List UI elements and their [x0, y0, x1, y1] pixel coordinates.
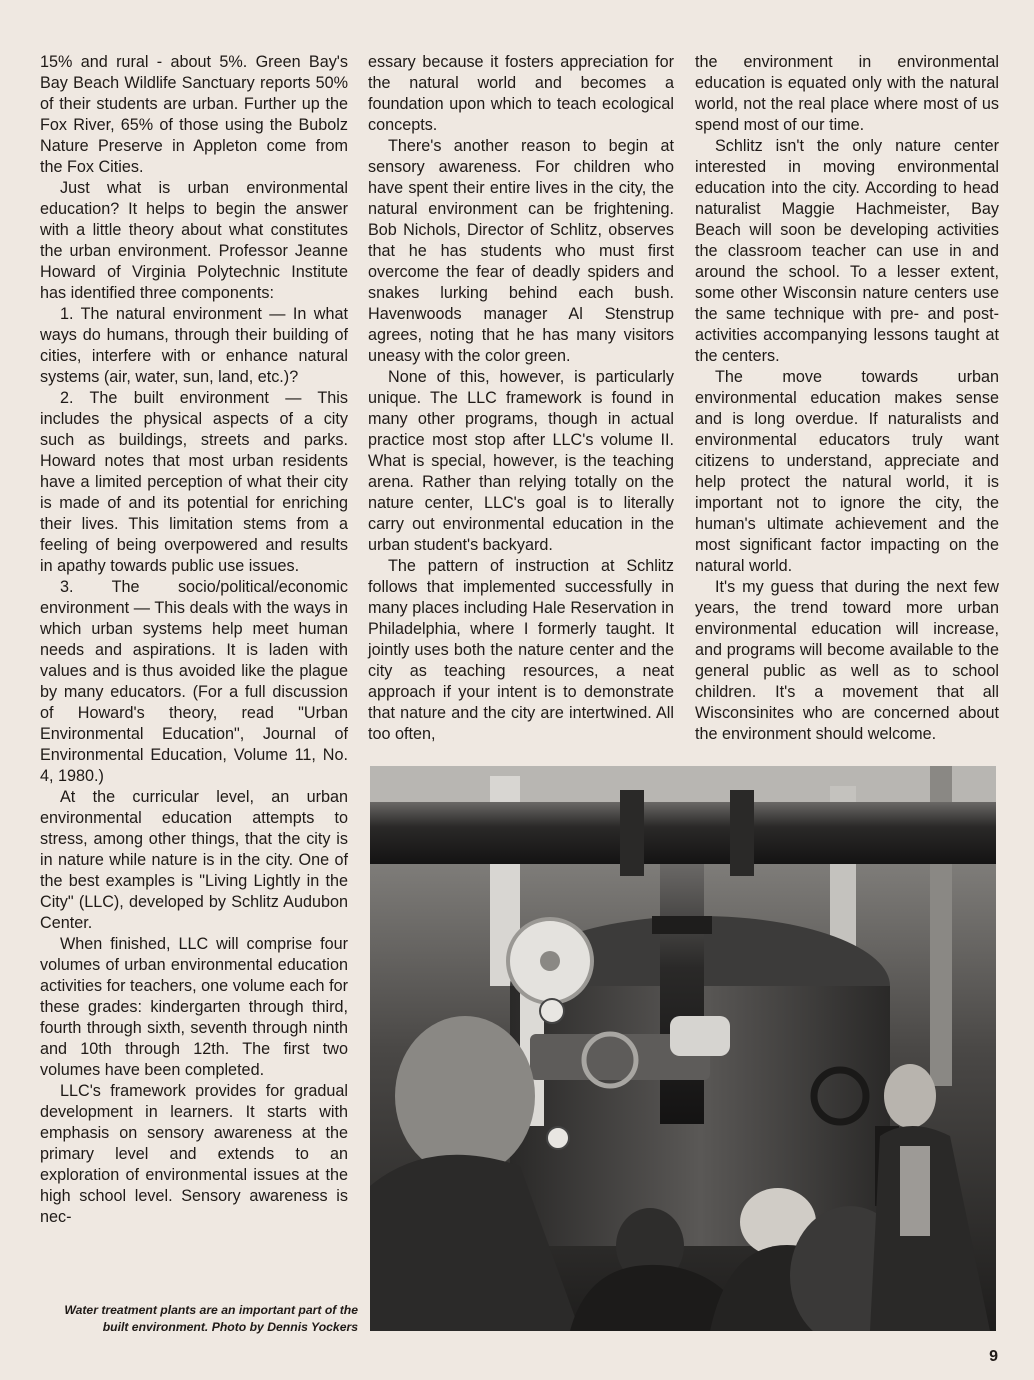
- article-column-1: [40, 52, 348, 1228]
- water-treatment-photo: [370, 766, 996, 1331]
- paragraph: At the curricular level, an urban environmental education attempts to stress, among other things, that the city is in nature while nature is in the city. One of the best examples is "Living Lightly in the City" (LLC), developed by Schlitz Audubon Center.: [40, 788, 348, 932]
- paragraph: Schlitz isn't the only nature center interested in moving environmental education into the city. According to head naturalist Maggie Hachmeister, Bay Beach will soon be developing activities the classroom teacher can use in and around the school. To a lesser extent, some other Wisconsin nature centers use the same technique with pre- and post-activities accompanying lessons taught at the centers.: [695, 137, 999, 365]
- paragraph: None of this, however, is particularly unique. The LLC framework is found in many other programs, though in actual practice most stop after LLC's volume II. What is special, however, is the teaching arena. Rather than relying totally on the nature center, LLC's goal is to literally carry out environmental education in the urban student's backyard.: [368, 368, 674, 554]
- page-number: 9: [989, 1348, 998, 1365]
- paragraph: 1. The natural environment — In what ways do humans, through their building of cities, interfere with or enhance natural systems (air, water, sun, land, etc.)?: [40, 305, 348, 386]
- paragraph: When finished, LLC will comprise four volumes of urban environmental education activities for teachers, one volume each for these grades: kindergarten through third, fourth through sixth, seventh through ninth and 10th through 12th. The first two volumes have been completed.: [40, 935, 348, 1079]
- paragraph: LLC's framework provides for gradual development in learners. It starts with emphasis on sensory awareness at the primary level and extends to an exploration of environmental issues at the high school level. Sensory awareness is nec-: [40, 1082, 348, 1226]
- article-column-2: [368, 52, 674, 745]
- paragraph: essary because it fosters appreciation for the natural world and becomes a foundation upon which to teach ecological concepts.: [368, 53, 674, 134]
- paragraph: The move towards urban environmental education makes sense and is long overdue. If naturalists and environmental educators truly want citizens to understand, appreciate and help protect the natural world, it is important not to ignore the city, the human's ultimate achievement and the most significant factor impacting on the natural world.: [695, 368, 999, 575]
- paragraph: Just what is urban environmental education? It helps to begin the answer with a little theory about what constitutes the urban environment. Professor Jeanne Howard of Virginia Polytechnic Institute has identified three components:: [40, 179, 348, 302]
- article-column-3: [695, 52, 999, 745]
- paragraph: The pattern of instruction at Schlitz follows that implemented successfully in many places including Hale Reservation in Philadelphia, where I formerly taught. It jointly uses both the nature center and the city as teaching resources, a neat approach if your intent is to demonstrate that nature and the city are intertwined. All too often,: [368, 557, 674, 743]
- paragraph: 15% and rural - about 5%. Green Bay's Bay Beach Wildlife Sanctuary reports 50% of their students are urban. Further up the Fox River, 65% of those using the Bubolz Nature Preserve in Appleton come from the Fox Cities.: [40, 53, 348, 176]
- photo-caption: Water treatment plants are an important part of the built environment. Photo by Dennis Yockers: [64, 1303, 358, 1334]
- paragraph: There's another reason to begin at sensory awareness. For children who have spent their entire lives in the city, the natural environment can be frightening. Bob Nichols, Director of Schlitz, observes that he has students who must first overcome the fear of deadly spiders and snakes lurking behind each bush. Havenwoods manager Al Stenstrup agrees, noting that he has many visitors uneasy with the color green.: [368, 137, 674, 365]
- paragraph: 3. The socio/political/economic environment — This deals with the ways in which urban systems help meet human needs and aspirations. It is laden with values and is thus avoided like the plague by many educators. (For a full discussion of Howard's theory, read "Urban Environmental Education", Journal of Environmental Education, Volume 11, No. 4, 1980.): [40, 578, 348, 785]
- paragraph: 2. The built environment — This includes the physical aspects of a city such as buildings, streets and parks. Howard notes that most urban residents have a limited perception of what their city is made of and its potential for enriching their lives. This limitation stems from a feeling of being overpowered and results in apathy towards public use issues.: [40, 389, 348, 575]
- photo-illustration: [370, 766, 996, 1331]
- paragraph: the environment in environmental education is equated only with the natural world, not the real place where most of us spend most of our time.: [695, 53, 999, 134]
- paragraph: It's my guess that during the next few years, the trend toward more urban environmental education will increase, and programs will become available to the general public as well as to school children. It's a movement that all Wisconsinites who are concerned about the environment should welcome.: [695, 578, 999, 743]
